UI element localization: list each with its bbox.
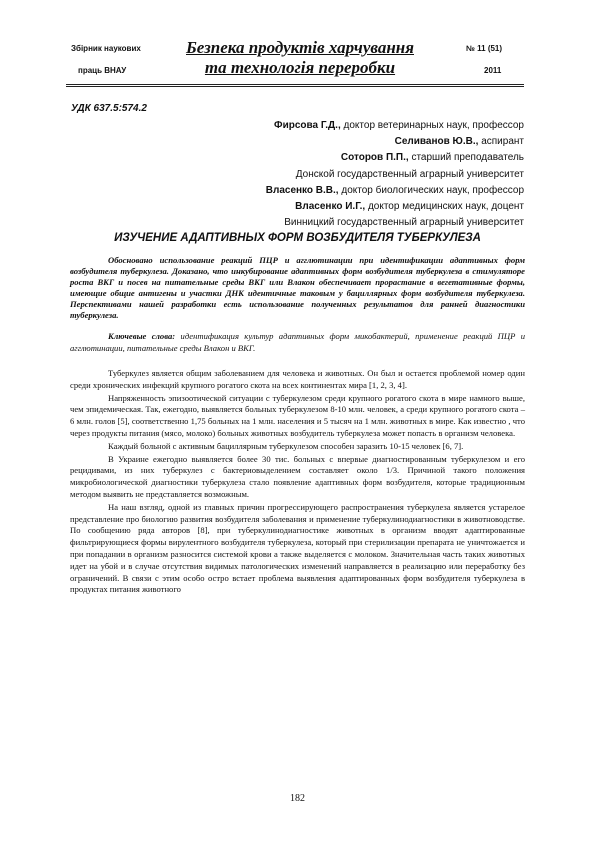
header-rule [66,84,524,85]
article-body [70,368,525,597]
keywords [70,330,525,354]
author-line: Власенко И.Г., доктор медицинских наук, доцент [295,201,524,213]
body-paragraph: Напряженность эпизоотической ситуации с туберкулезом среди крупного рогатого скота в мире намного выше, чем эпидемическая. Так, ежегодно, выявляется больных туберкулезом 8-10 млн. человек, а среди крупного рогатого скота – 6 млн. голов [5], соответственно 1,75 больных на 1 млн. населения и 5 тысяч на 1 млн. животных в мире. Как известно , что через продукты питания (мясо, молоко) больных животных возбудитель туберкулеза может попасть в организм человека. [70,392,525,438]
issue-year: 2011 [484,66,502,75]
keywords-label: Ключевые слова: [108,331,176,341]
udk-code: УДК 637.5:574.2 [71,103,147,114]
journal-name-top: Збірник наукових [71,44,141,53]
author-line: Фирсова Г.Д., доктор ветеринарных наук, профессор [274,120,524,131]
affiliation: Донской государственный аграрный университет [295,168,524,180]
journal-title-line1: Безпека продуктів харчування [186,38,414,57]
affiliation: Винницкий государственный аграрный университет [284,217,524,229]
body-paragraph: Туберкулез является общим заболеванием для человека и животных. Он был и остается проблемой номер один среди хронических инфекций крупного рогатого скота на всех континентах мира [1, 2, 3, 4]. [70,368,525,390]
abstract: Обосновано использование реакций ПЦР и агглютинации при идентификации адаптивных форм возбудителя туберкулеза. Доказано, что инкубирование адаптивных форм возбудителя туберкулеза в стимуляторе роста ВКГ и посев на питательные среды ВКГ или Влакон обеспечивает прорастание в вегетативные формы, имеющие общие антигены и участки ДНК идентичные таковым у бациллярных форм возбудителя туберкулеза. Перспективами нашей разработки есть использование полученных результатов для ранней диагностики туберкулеза. [70,255,525,320]
article-title: ИЗУЧЕНИЕ АДАПТИВНЫХ ФОРМ ВОЗБУДИТЕЛЯ ТУБЕРКУЛЕЗА [114,232,481,244]
body-paragraph: Каждый больной с активным бациллярным туберкулезом способен заразить 10-15 человек [6, 7]. [108,440,464,451]
header-rule-second [66,86,524,87]
page-number: 182 [290,793,305,804]
body-paragraph: На наш взгляд, одной из главных причин прогрессирующего распространения туберкулеза является устарелое представление про биологию развития возбудителя заболевания и применение туберкулинодиагностики в животноводстве. По сообщению ряда авторов [8], при туберкулинодиагностике животных в организм вводят адаптированные фильтрирующиеся формы вирулентного возбудителя туберкулеза, который при стерилизации препарата не уничтожается и при попадании в организм разносится системой крови а также выделяется с молоком. Значительная часть таких животных идет на убой и в случае отсутствия видимых патологических изменений направляется в реализацию или переработку без ограничений. В связи с этим особо остро встает проблема выявления адаптированных форм возбудителя туберкулеза в продуктах питания животного [70,501,525,595]
keywords-text: идентификация культур адаптивных форм микобактерий, применение реакций ПЦР и агглютинации, питательные среды Влакон и ВКГ. [70,331,526,353]
journal-title-line2: та технологія переробки [204,58,396,77]
journal-name-bottom: праць ВНАУ [78,66,127,75]
author-line: Сотоpов П.П., старший преподаватель [340,152,524,164]
author-line: Селиванов Ю.В., аспирант [394,136,524,148]
authors-block [266,118,524,231]
body-paragraph: В Украине ежегодно выявляется более 30 тис. больных с впервые диагностированным туберкулезом и его рецидивами, из них туберкулез с бактериовыделением составляет около 1/3. Причиной такого положения микробиологической диагностики туберкулеза стало появление адаптивных форм возбудителя, которые традиционным методом выявить не представляется возможным. [70,453,525,499]
author-line: Власенко В.В., доктор биологических наук, профессор [265,184,524,196]
issue-number: № 11 (51) [466,44,503,53]
